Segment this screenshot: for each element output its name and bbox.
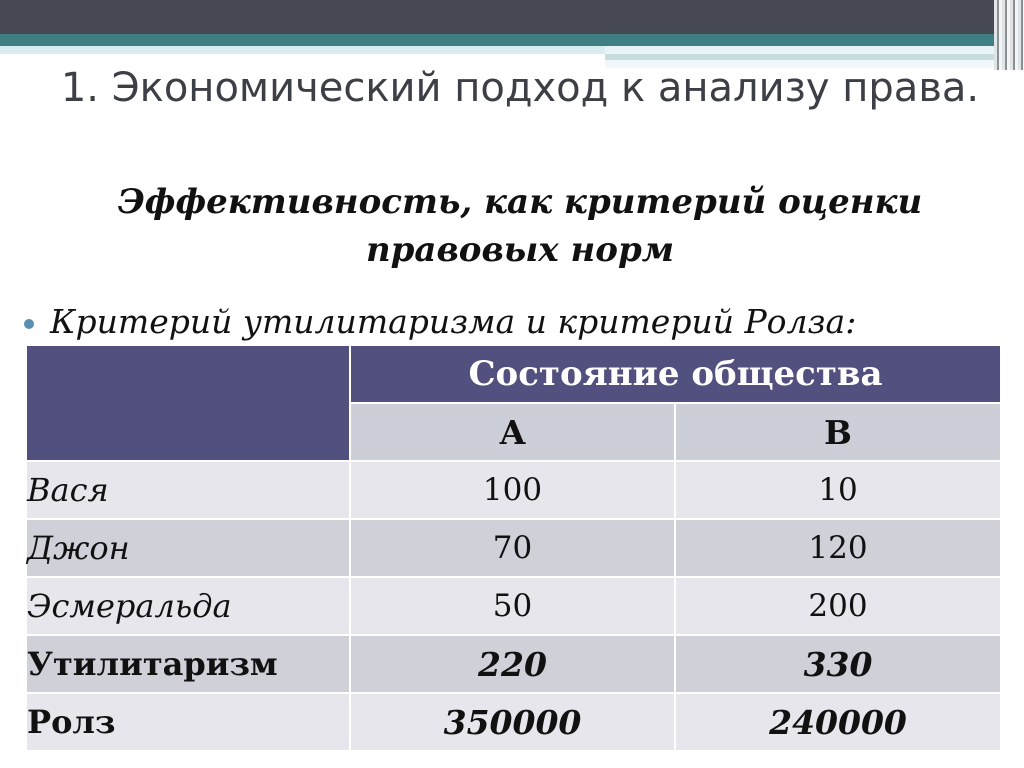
table-row — [26, 519, 1001, 577]
slide-title: 1. Экономический подход к анализу права. — [60, 65, 980, 111]
table-row-total — [26, 693, 1001, 751]
row-label: Эсмеральда — [26, 577, 350, 635]
total-value-b: 240000 — [675, 693, 1001, 751]
top-dark-band — [0, 0, 1024, 34]
table-corner-cell — [26, 345, 350, 461]
bullet-text: Критерий утилитаризма и критерий Ролза: — [50, 302, 857, 341]
table-row — [26, 461, 1001, 519]
table-row — [26, 577, 1001, 635]
cell-value-a: 100 — [350, 461, 675, 519]
total-value-b: 330 — [675, 635, 1001, 693]
row-label: Вася — [26, 461, 350, 519]
header-column-a: A — [350, 403, 675, 461]
header-society-state: Состояние общества — [350, 345, 1001, 403]
cell-value-b: 120 — [675, 519, 1001, 577]
header-column-b: B — [675, 403, 1001, 461]
slide-subtitle: Эффективность, как критерий оценки правовых норм — [117, 182, 923, 270]
cell-value-a: 70 — [350, 519, 675, 577]
total-value-a: 350000 — [350, 693, 675, 751]
table-row-total — [26, 635, 1001, 693]
total-label: Ролз — [26, 693, 350, 751]
total-value-a: 220 — [350, 635, 675, 693]
bullet-item — [24, 298, 1014, 346]
top-teal-band — [0, 34, 1024, 46]
row-label: Джон — [26, 519, 350, 577]
cell-value-b: 10 — [675, 461, 1001, 519]
cell-value-b: 200 — [675, 577, 1001, 635]
total-label: Утилитаризм — [26, 635, 350, 693]
bullet-dot-icon — [24, 319, 34, 329]
cell-value-a: 50 — [350, 577, 675, 635]
criteria-table — [25, 344, 1002, 752]
